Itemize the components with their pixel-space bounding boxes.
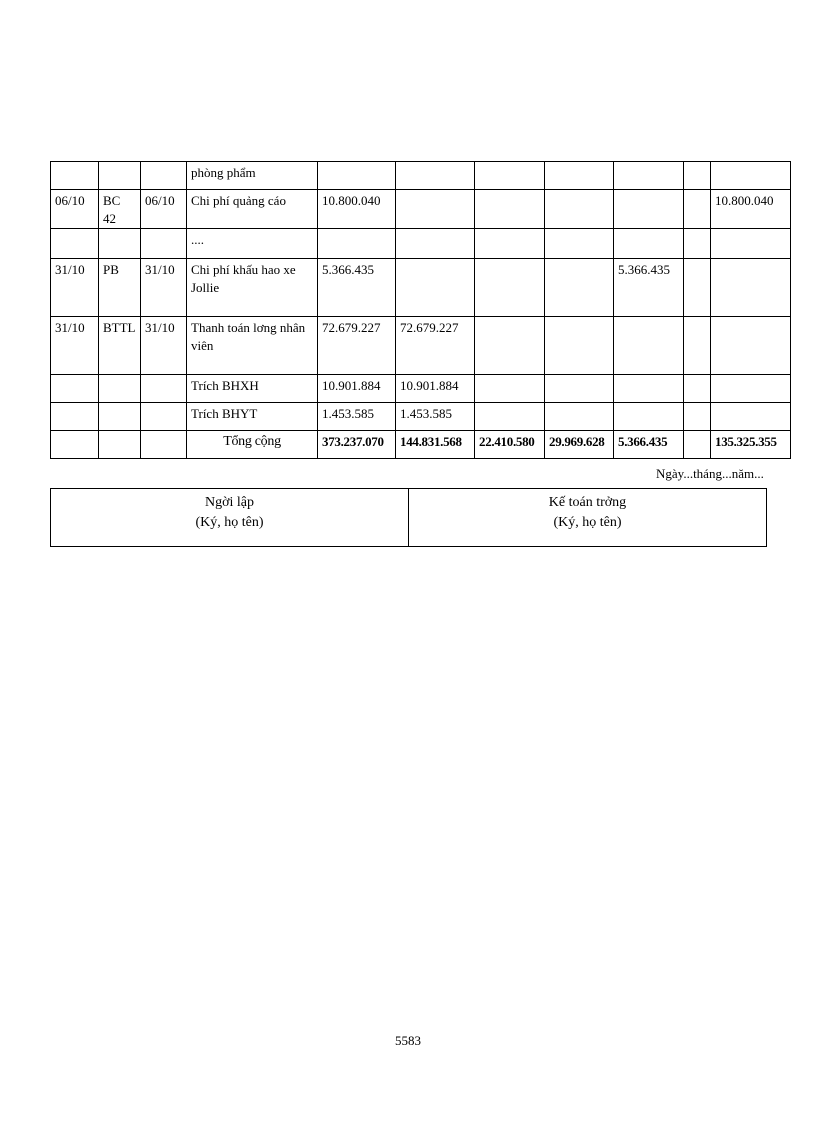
total-row bbox=[51, 431, 791, 459]
table-cell bbox=[475, 190, 545, 229]
table-cell: 10.901.884 bbox=[318, 375, 396, 403]
total-cell: 5.366.435 bbox=[614, 431, 684, 459]
table-cell: .... bbox=[187, 229, 318, 259]
table-cell: 31/10 bbox=[51, 317, 99, 375]
table-cell: Chi phí khấu hao xe Jollie bbox=[187, 259, 318, 317]
table-cell bbox=[475, 403, 545, 431]
total-cell bbox=[99, 431, 141, 459]
chief-accountant-signature bbox=[408, 489, 766, 546]
table-cell bbox=[396, 229, 475, 259]
table-row bbox=[51, 375, 791, 403]
table-cell bbox=[545, 317, 614, 375]
table-cell bbox=[141, 162, 187, 190]
table-row bbox=[51, 162, 791, 190]
table-cell bbox=[614, 229, 684, 259]
table-cell bbox=[684, 403, 711, 431]
table-cell: 06/10 bbox=[51, 190, 99, 229]
table-cell: 06/10 bbox=[141, 190, 187, 229]
table-cell bbox=[614, 162, 684, 190]
table-cell bbox=[396, 190, 475, 229]
table-cell bbox=[614, 190, 684, 229]
table-cell bbox=[99, 162, 141, 190]
preparer-signature bbox=[51, 489, 408, 546]
table-cell bbox=[545, 229, 614, 259]
table-cell: 10.800.040 bbox=[318, 190, 396, 229]
table-cell: Trích BHXH bbox=[187, 375, 318, 403]
chief-accountant-note: (Ký, họ tên) bbox=[553, 515, 622, 530]
table-cell bbox=[545, 259, 614, 317]
table-cell bbox=[711, 375, 791, 403]
preparer-title: Ngời lập bbox=[204, 495, 254, 510]
table-cell: BTTL bbox=[99, 317, 141, 375]
chief-accountant-title: Kế toán trởng bbox=[548, 495, 627, 510]
table-cell bbox=[545, 190, 614, 229]
preparer-note: (Ký, họ tên) bbox=[195, 515, 264, 530]
total-cell bbox=[684, 431, 711, 459]
total-cell bbox=[141, 431, 187, 459]
table-cell: Thanh toán lơng nhân viên bbox=[187, 317, 318, 375]
table-cell bbox=[614, 317, 684, 375]
table-cell bbox=[475, 259, 545, 317]
ledger-body bbox=[51, 162, 791, 459]
total-cell: 29.969.628 bbox=[545, 431, 614, 459]
page-number: 5583 bbox=[395, 1033, 421, 1048]
table-cell bbox=[51, 403, 99, 431]
table-cell bbox=[51, 229, 99, 259]
table-cell bbox=[475, 229, 545, 259]
table-cell bbox=[711, 317, 791, 375]
table-cell bbox=[475, 317, 545, 375]
table-cell bbox=[711, 229, 791, 259]
table-cell bbox=[711, 259, 791, 317]
table-cell: 5.366.435 bbox=[614, 259, 684, 317]
total-cell: 373.237.070 bbox=[318, 431, 396, 459]
table-cell: 31/10 bbox=[141, 259, 187, 317]
total-cell: 144.831.568 bbox=[396, 431, 475, 459]
date-line: Ngày...tháng...năm... bbox=[656, 466, 764, 481]
total-cell: 22.410.580 bbox=[475, 431, 545, 459]
table-cell bbox=[711, 403, 791, 431]
table-cell: Trích BHYT bbox=[187, 403, 318, 431]
table-row bbox=[51, 259, 791, 317]
table-cell: 72.679.227 bbox=[396, 317, 475, 375]
table-cell bbox=[51, 162, 99, 190]
table-row bbox=[51, 317, 791, 375]
table-cell bbox=[99, 229, 141, 259]
table-row bbox=[51, 403, 791, 431]
table-cell bbox=[684, 162, 711, 190]
table-cell: 10.800.040 bbox=[711, 190, 791, 229]
table-cell bbox=[614, 375, 684, 403]
table-cell: 10.901.884 bbox=[396, 375, 475, 403]
table-cell bbox=[318, 229, 396, 259]
total-label: Tổng cộng bbox=[187, 431, 318, 459]
table-cell bbox=[545, 375, 614, 403]
signature-block bbox=[50, 488, 767, 547]
table-cell: 31/10 bbox=[141, 317, 187, 375]
table-cell bbox=[684, 375, 711, 403]
table-cell bbox=[684, 190, 711, 229]
table-cell bbox=[684, 229, 711, 259]
table-cell bbox=[141, 375, 187, 403]
table-cell: 31/10 bbox=[51, 259, 99, 317]
table-cell bbox=[684, 259, 711, 317]
table-row bbox=[51, 190, 791, 229]
table-cell: 1.453.585 bbox=[396, 403, 475, 431]
table-cell: Chi phí quảng cáo bbox=[187, 190, 318, 229]
table-cell bbox=[141, 403, 187, 431]
total-cell: 135.325.355 bbox=[711, 431, 791, 459]
ledger-table bbox=[50, 161, 791, 459]
table-cell bbox=[545, 162, 614, 190]
total-cell bbox=[51, 431, 99, 459]
table-cell bbox=[614, 403, 684, 431]
table-cell: PB bbox=[99, 259, 141, 317]
table-cell: 72.679.227 bbox=[318, 317, 396, 375]
table-cell bbox=[141, 229, 187, 259]
table-cell bbox=[545, 403, 614, 431]
table-cell bbox=[475, 162, 545, 190]
table-cell: BC 42 bbox=[99, 190, 141, 229]
table-cell bbox=[51, 375, 99, 403]
table-cell bbox=[99, 375, 141, 403]
table-row bbox=[51, 229, 791, 259]
table-cell bbox=[99, 403, 141, 431]
table-cell bbox=[475, 375, 545, 403]
table-cell bbox=[318, 162, 396, 190]
table-cell: phòng phẩm bbox=[187, 162, 318, 190]
table-cell: 5.366.435 bbox=[318, 259, 396, 317]
table-cell bbox=[396, 162, 475, 190]
table-cell bbox=[711, 162, 791, 190]
table-cell bbox=[684, 317, 711, 375]
table-cell bbox=[396, 259, 475, 317]
table-cell: 1.453.585 bbox=[318, 403, 396, 431]
